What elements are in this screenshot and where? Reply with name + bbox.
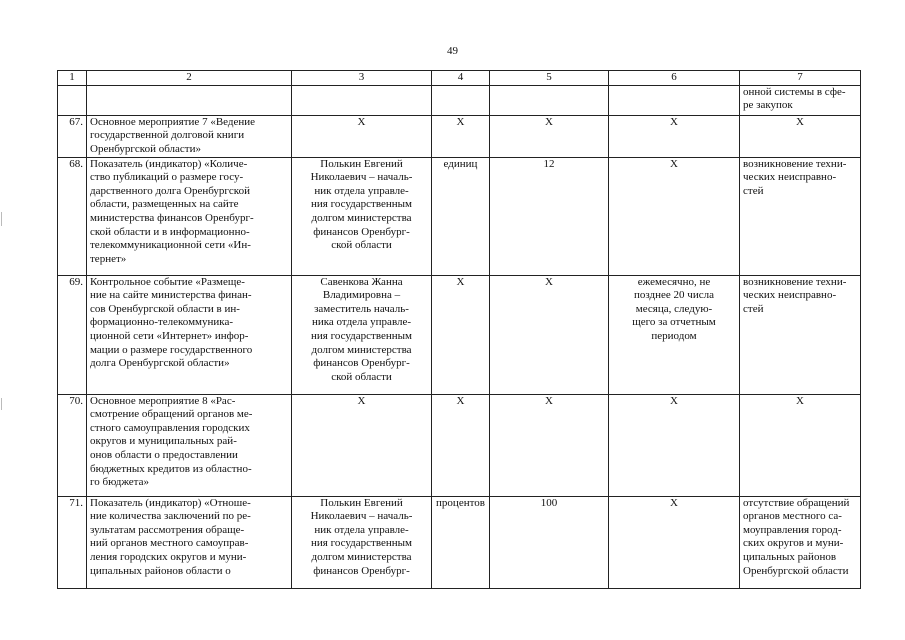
responsible-person: Полькин Евгений Николаевич – началь- ник отдела управле- ния государственным долгом министерства финансов Оренбург- (292, 496, 432, 588)
table-row (58, 275, 861, 394)
row-number (58, 85, 87, 115)
value-cell: Х (490, 115, 609, 157)
value-cell: Х (490, 394, 609, 496)
unit-cell: Х (432, 394, 490, 496)
responsible-person: Савенкова Жанна Владимировна – заместитель началь- ника отдела управле- ния государственным долгом министерства финансов Оренбург- ской области (292, 275, 432, 394)
deadline-cell: Х (609, 496, 740, 588)
value-cell: 12 (490, 157, 609, 275)
column-header: 6 (609, 71, 740, 86)
unit-cell: единиц (432, 157, 490, 275)
column-header: 7 (740, 71, 861, 86)
deadline-cell: Х (609, 157, 740, 275)
unit-cell: процентов (432, 496, 490, 588)
value-cell: 100 (490, 496, 609, 588)
table-row (58, 394, 861, 496)
measure-name: Основное мероприятие 7 «Ведение государственной долговой книги Оренбургской области» (87, 115, 292, 157)
value-cell (490, 85, 609, 115)
table-row (58, 115, 861, 157)
row-number: 68. (58, 157, 87, 275)
deadline-cell: ежемесячно, не позднее 20 числа месяца, следую- щего за отчетным периодом (609, 275, 740, 394)
unit-cell: Х (432, 275, 490, 394)
page-number: 49 (447, 45, 458, 57)
table-row (58, 85, 861, 115)
deadline-cell: Х (609, 115, 740, 157)
deadline-cell: Х (609, 394, 740, 496)
scan-edge-mark (1, 212, 2, 226)
header-row (58, 71, 861, 86)
risk-cell: возникновение техни- ческих неисправно- стей (740, 157, 861, 275)
column-header: 3 (292, 71, 432, 86)
measure-name: Основное мероприятие 8 «Рас- смотрение обращений органов ме- стного самоуправления городских округов и муниципальных рай- онов области о предоставлении бюджетных кредитов из областно- го бюджета» (87, 394, 292, 496)
row-number: 71. (58, 496, 87, 588)
responsible-person: Х (292, 394, 432, 496)
responsible-person: Х (292, 115, 432, 157)
responsible-person: Полькин Евгений Николаевич – началь- ник отдела управле- ния государственным долгом министерства финансов Оренбург- ской области (292, 157, 432, 275)
value-cell: Х (490, 275, 609, 394)
table-row (58, 496, 861, 588)
measure-name: Показатель (индикатор) «Количе- ство публикаций о размере госу- дарственного долга Оренбургской области, размещенных на сайте министерства финансов Оренбург- ской области и в информационно- телекоммуникационной сети «Ин- тернет» (87, 157, 292, 275)
risk-cell: Х (740, 394, 861, 496)
column-header: 4 (432, 71, 490, 86)
scan-edge-mark (1, 398, 2, 410)
column-header: 1 (58, 71, 87, 86)
risk-cell: онной системы в сфе- ре закупок (740, 85, 861, 115)
column-header: 2 (87, 71, 292, 86)
responsible-person (292, 85, 432, 115)
risk-cell: отсутствие обращений органов местного са- моуправления город- ских округов и муни- ципальных районов Оренбургской области (740, 496, 861, 588)
row-number: 67. (58, 115, 87, 157)
row-number: 69. (58, 275, 87, 394)
risk-cell: Х (740, 115, 861, 157)
table-row (58, 157, 861, 275)
measure-name (87, 85, 292, 115)
unit-cell: Х (432, 115, 490, 157)
deadline-cell (609, 85, 740, 115)
measure-name: Контрольное событие «Размеще- ние на сайте министерства финан- сов Оренбургской области в ин- формационно-телекоммуника- ционной сети «Интернет» инфор- мации о размере государственного долга Оренбургской области» (87, 275, 292, 394)
measure-name: Показатель (индикатор) «Отноше- ние количества заключений по ре- зультатам рассмотрения обраще- ний органов местного самоуправ- ления городских округов и муни- ципальных районов области о (87, 496, 292, 588)
column-header: 5 (490, 71, 609, 86)
measures-table (57, 70, 861, 589)
row-number: 70. (58, 394, 87, 496)
risk-cell: возникновение техни- ческих неисправно- стей (740, 275, 861, 394)
unit-cell (432, 85, 490, 115)
